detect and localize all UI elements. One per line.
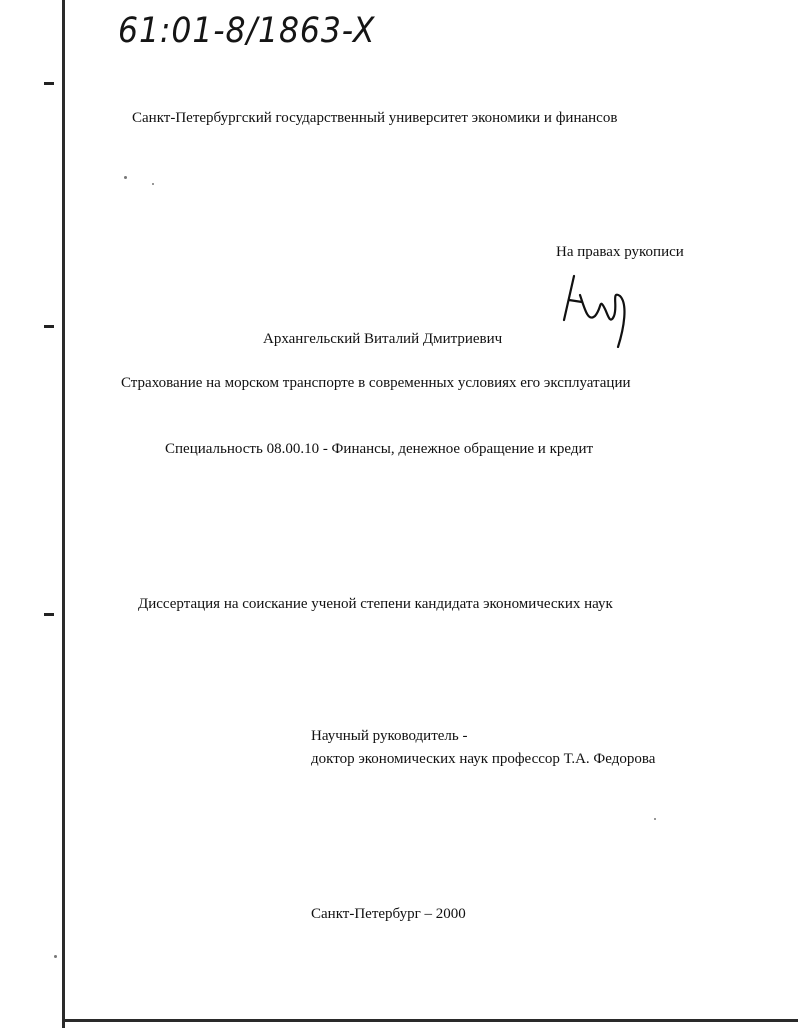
supervisor-name: доктор экономических наук профессор Т.А. Федорова: [311, 751, 656, 767]
scan-speck: [152, 183, 154, 185]
manuscript-rights-note: На правах рукописи: [556, 244, 684, 260]
degree-statement: Диссертация на соискание ученой степени кандидата экономических наук: [138, 596, 613, 612]
scan-speck: [124, 176, 127, 179]
signature: [560, 270, 630, 348]
scan-bottom-edge: [62, 1019, 798, 1022]
binding-mark: [44, 82, 54, 85]
city-year: Санкт-Петербург – 2000: [311, 906, 466, 922]
scan-speck: [54, 955, 57, 958]
dissertation-title: Страхование на морском транспорте в современных условиях его эксплуатации: [121, 375, 631, 391]
binding-mark: [44, 613, 54, 616]
binding-mark: [44, 325, 54, 328]
university-name: Санкт-Петербургский государственный университет экономики и финансов: [132, 110, 618, 126]
supervisor-label: Научный руководитель -: [311, 728, 468, 744]
specialty: Специальность 08.00.10 - Финансы, денежное обращение и кредит: [165, 441, 594, 457]
author-name: Архангельский Виталий Дмитриевич: [263, 331, 503, 347]
scan-speck: [654, 818, 656, 820]
scan-binding-edge: [62, 0, 65, 1028]
archive-number: 61:01-8/1863-X: [118, 11, 376, 51]
